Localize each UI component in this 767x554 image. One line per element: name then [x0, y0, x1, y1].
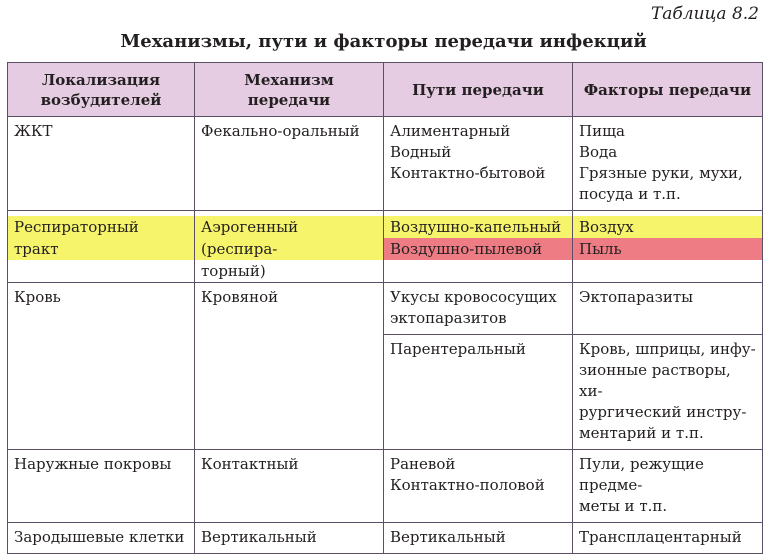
mechanism-line: торный): [201, 262, 266, 280]
factor-line: Кровь, шприцы, инфу-: [579, 340, 756, 358]
highlight-yellow: Воздух: [573, 216, 762, 238]
table-row-gi: [8, 117, 763, 211]
cell-factors: Трансплацентарный: [573, 523, 763, 554]
factor-line: Вода: [579, 143, 618, 161]
route-line: эктопаразитов: [390, 309, 507, 327]
factor-line: меты и т.п.: [579, 497, 668, 515]
highlight-yellow: Аэрогенный (респира-: [195, 216, 383, 260]
route-line: Водный: [390, 143, 452, 161]
route-line: Раневой: [390, 455, 456, 473]
route-line: Укусы кровососущих: [390, 288, 557, 306]
table-row-blood: [8, 283, 763, 335]
infection-transmission-table: [7, 62, 763, 554]
header-localization: Локализация возбудителей: [8, 63, 195, 117]
cell-mechanism: Контактный: [195, 450, 384, 523]
cell-localization: Наружные покровы: [8, 450, 195, 523]
cell-mechanism: Фекально-оральный: [195, 117, 384, 211]
factor-line: Грязные руки, мухи,: [579, 164, 743, 182]
cell-localization: ЖКТ: [8, 117, 195, 211]
cell-routes: [384, 117, 573, 211]
cell-mechanism: Вертикальный: [195, 523, 384, 554]
highlight-red: Пыль: [573, 238, 762, 260]
cell-localization: Зародышевые клетки: [8, 523, 195, 554]
highlight-red: Воздушно-пылевой: [384, 238, 572, 260]
cell-routes: [384, 450, 573, 523]
factor-line: рургический инстру-: [579, 403, 747, 421]
factor-line: Пули, режущие предме-: [579, 455, 704, 494]
cell-factors: [573, 450, 763, 523]
factor-line: зионные растворы, хи-: [579, 361, 731, 400]
table-row-skin: [8, 450, 763, 523]
table-row-germ: [8, 523, 763, 554]
header-routes: Пути передачи: [384, 63, 573, 117]
factor-line: ментарий и т.п.: [579, 424, 704, 442]
route-line: Контактно-бытовой: [390, 164, 546, 182]
route-line: Алиментарный: [390, 122, 511, 140]
cell-factors: Эктопаразиты: [573, 283, 763, 335]
factor-line: посуда и т.п.: [579, 185, 681, 203]
cell-factors: [573, 117, 763, 211]
table-row-respiratory: [8, 211, 763, 283]
route-line: Контактно-половой: [390, 476, 545, 494]
cell-routes: [384, 211, 573, 283]
cell-localization: Кровь: [8, 283, 195, 450]
header-factors: Факторы передачи: [573, 63, 763, 117]
cell-factors: [573, 211, 763, 283]
header-row: [8, 63, 763, 117]
cell-routes: [384, 283, 573, 335]
table-title: Механизмы, пути и факторы передачи инфекций: [120, 31, 647, 52]
table-caption: Таблица 8.2: [650, 4, 759, 24]
cell-routes: Парентеральный: [384, 335, 573, 450]
cell-mechanism: [195, 211, 384, 283]
cell-routes: Вертикальный: [384, 523, 573, 554]
cell-localization: [8, 211, 195, 283]
header-mechanism: Механизм передачи: [195, 63, 384, 117]
cell-factors: [573, 335, 763, 450]
highlight-yellow: Воздушно-капельный: [384, 216, 572, 238]
cell-mechanism: Кровяной: [195, 283, 384, 450]
factor-line: Пища: [579, 122, 625, 140]
highlight-yellow: Респираторный тракт: [8, 216, 194, 260]
